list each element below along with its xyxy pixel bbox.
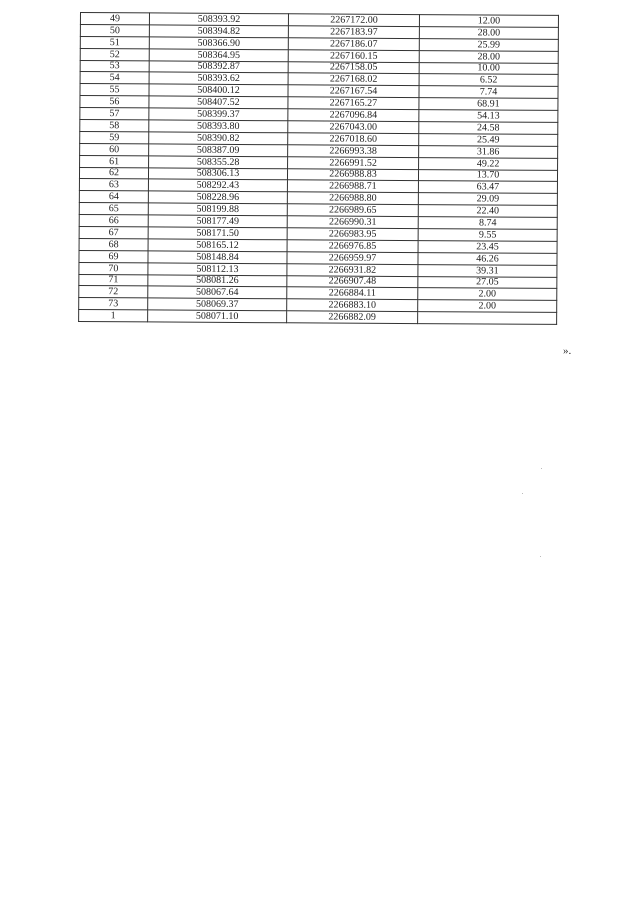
coordinates-table — [78, 12, 559, 325]
x-coordinate-cell: 508171.50 — [148, 227, 287, 240]
distance-cell — [418, 312, 557, 325]
distance-cell: 49.22 — [419, 157, 558, 170]
y-coordinate-cell: 2266882.09 — [287, 311, 418, 324]
y-coordinate-cell: 2266990.31 — [287, 216, 418, 229]
point-number-cell: 50 — [80, 24, 149, 36]
x-coordinate-cell: 508069.37 — [148, 298, 287, 311]
point-number-cell: 70 — [79, 262, 148, 274]
x-coordinate-cell: 508390.82 — [149, 132, 288, 145]
y-coordinate-cell: 2267186.07 — [288, 38, 419, 51]
point-number-cell: 58 — [80, 120, 149, 132]
x-coordinate-cell: 508399.37 — [149, 108, 288, 121]
y-coordinate-cell: 2266988.71 — [287, 180, 418, 193]
x-coordinate-cell: 508393.92 — [149, 13, 288, 26]
y-coordinate-cell: 2266959.97 — [287, 252, 418, 265]
distance-cell: 2.00 — [418, 300, 557, 313]
x-coordinate-cell: 508081.26 — [148, 275, 287, 288]
distance-cell: 13.70 — [418, 169, 557, 182]
point-number-cell: 51 — [80, 36, 149, 48]
y-coordinate-cell: 2266993.38 — [288, 145, 419, 158]
closing-quote: ». — [563, 345, 572, 357]
point-number-cell: 60 — [80, 143, 149, 155]
y-coordinate-cell: 2267096.84 — [288, 109, 419, 122]
distance-cell: 25.49 — [419, 133, 558, 146]
scan-speck — [541, 468, 542, 469]
point-number-cell: 61 — [80, 155, 149, 167]
y-coordinate-cell: 2266983.95 — [287, 228, 418, 241]
distance-cell: 27.05 — [418, 276, 557, 289]
x-coordinate-cell: 508292.43 — [148, 179, 287, 192]
distance-cell: 22.40 — [418, 205, 557, 218]
point-number-cell: 57 — [80, 108, 149, 120]
distance-cell: 25.99 — [419, 38, 558, 51]
point-number-cell: 53 — [80, 60, 149, 72]
y-coordinate-cell: 2266988.80 — [287, 192, 418, 205]
point-number-cell: 71 — [79, 274, 148, 286]
distance-cell: 39.31 — [418, 264, 557, 277]
point-number-cell: 62 — [79, 167, 148, 179]
point-number-cell: 52 — [80, 48, 149, 60]
y-coordinate-cell: 2266991.52 — [288, 156, 419, 169]
x-coordinate-cell: 508393.80 — [149, 120, 288, 133]
y-coordinate-cell: 2267158.05 — [288, 61, 419, 74]
y-coordinate-cell: 2267043.00 — [288, 121, 419, 134]
x-coordinate-cell: 508112.13 — [148, 263, 287, 276]
x-coordinate-cell: 508366.90 — [149, 37, 288, 50]
y-coordinate-cell: 2267018.60 — [288, 133, 419, 146]
distance-cell: 10.00 — [419, 62, 558, 75]
y-coordinate-cell: 2267172.00 — [288, 14, 419, 27]
point-number-cell: 73 — [79, 298, 148, 310]
distance-cell: 7.74 — [419, 86, 558, 99]
point-number-cell: 55 — [80, 84, 149, 96]
distance-cell: 8.74 — [418, 217, 557, 230]
point-number-cell: 69 — [79, 250, 148, 262]
x-coordinate-cell: 508393.62 — [149, 72, 288, 85]
distance-cell: 46.26 — [418, 252, 557, 265]
x-coordinate-cell: 508199.88 — [148, 203, 287, 216]
distance-cell: 54.13 — [419, 110, 558, 123]
point-number-cell: 65 — [79, 203, 148, 215]
y-coordinate-cell: 2267168.02 — [288, 73, 419, 86]
x-coordinate-cell: 508364.95 — [149, 49, 288, 62]
y-coordinate-cell: 2266884.11 — [287, 287, 418, 300]
x-coordinate-cell: 508394.82 — [149, 25, 288, 38]
x-coordinate-cell: 508355.28 — [149, 156, 288, 169]
y-coordinate-cell: 2267165.27 — [288, 97, 419, 110]
y-coordinate-cell: 2266883.10 — [287, 299, 418, 312]
point-number-cell: 54 — [80, 72, 149, 84]
distance-cell: 31.86 — [419, 145, 558, 158]
point-number-cell: 64 — [79, 191, 148, 203]
x-coordinate-cell: 508067.64 — [148, 286, 287, 299]
table-row — [79, 310, 557, 325]
y-coordinate-cell: 2266989.65 — [287, 204, 418, 217]
point-number-cell: 72 — [79, 286, 148, 298]
y-coordinate-cell: 2267167.54 — [288, 85, 419, 98]
distance-cell: 68.91 — [419, 98, 558, 111]
y-coordinate-cell: 2267183.97 — [288, 26, 419, 39]
distance-cell: 28.00 — [419, 50, 558, 63]
y-coordinate-cell: 2266907.48 — [287, 275, 418, 288]
distance-cell: 12.00 — [419, 15, 558, 28]
coordinates-table-body — [79, 13, 559, 325]
x-coordinate-cell: 508071.10 — [148, 310, 287, 323]
scan-speck — [540, 556, 541, 557]
y-coordinate-cell: 2266931.82 — [287, 263, 418, 276]
distance-cell: 24.58 — [419, 122, 558, 135]
scan-speck — [522, 493, 523, 494]
x-coordinate-cell: 508148.84 — [148, 251, 287, 264]
x-coordinate-cell: 508392.87 — [149, 60, 288, 73]
distance-cell: 28.00 — [419, 26, 558, 39]
point-number-cell: 56 — [80, 96, 149, 108]
point-number-cell: 66 — [79, 215, 148, 227]
x-coordinate-cell: 508407.52 — [149, 96, 288, 109]
point-number-cell: 59 — [80, 131, 149, 143]
point-number-cell: 49 — [80, 13, 149, 25]
point-number-cell: 1 — [79, 310, 148, 322]
x-coordinate-cell: 508165.12 — [148, 239, 287, 252]
distance-cell: 23.45 — [418, 240, 557, 253]
x-coordinate-cell: 508306.13 — [148, 167, 287, 180]
y-coordinate-cell: 2267160.15 — [288, 49, 419, 62]
point-number-cell: 67 — [79, 227, 148, 239]
x-coordinate-cell: 508228.96 — [148, 191, 287, 204]
x-coordinate-cell: 508387.09 — [149, 144, 288, 157]
distance-cell: 2.00 — [418, 288, 557, 301]
distance-cell: 29.09 — [418, 193, 557, 206]
x-coordinate-cell: 508400.12 — [149, 84, 288, 97]
distance-cell: 63.47 — [418, 181, 557, 194]
point-number-cell: 68 — [79, 238, 148, 250]
point-number-cell: 63 — [79, 179, 148, 191]
y-coordinate-cell: 2266988.83 — [287, 168, 418, 181]
distance-cell: 6.52 — [419, 74, 558, 87]
y-coordinate-cell: 2266976.85 — [287, 240, 418, 253]
x-coordinate-cell: 508177.49 — [148, 215, 287, 228]
distance-cell: 9.55 — [418, 229, 557, 242]
